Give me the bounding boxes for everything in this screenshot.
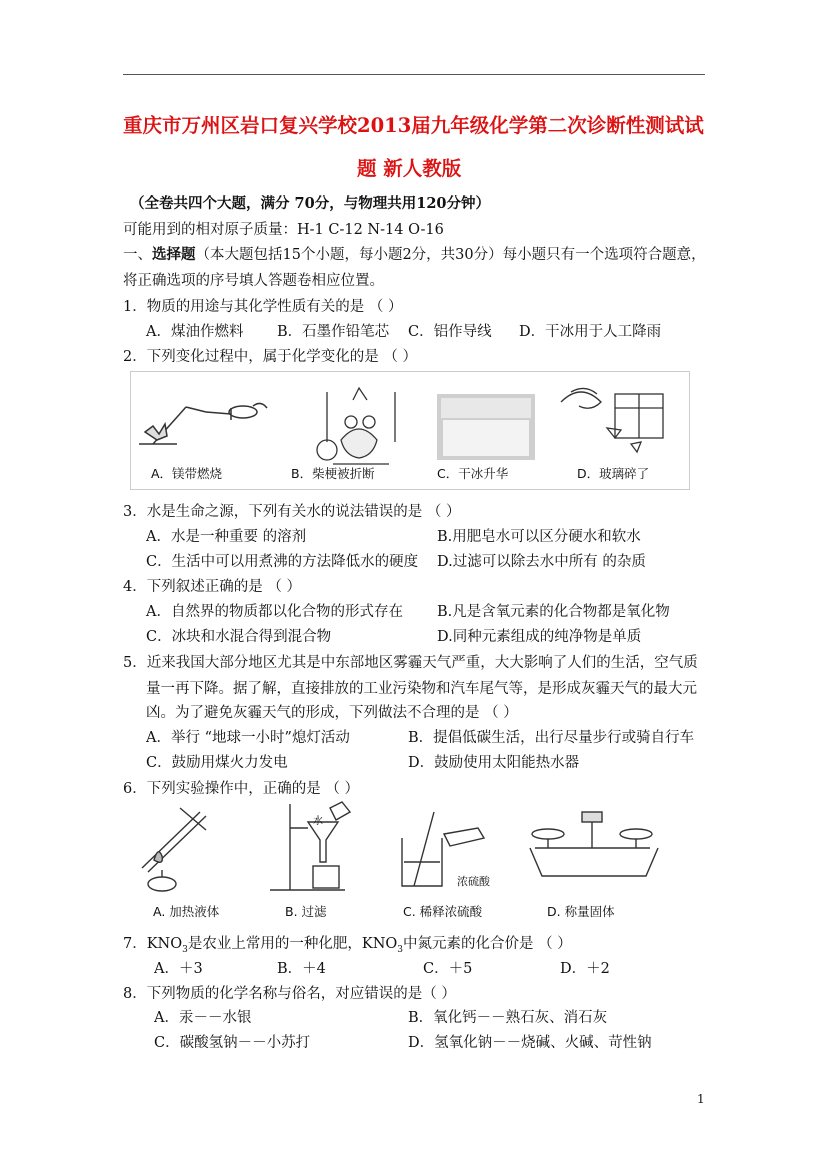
q2-caption-a: A．镁带燃烧 bbox=[151, 466, 223, 481]
q8-option-d: D．氢氧化钠－－烧碱、火碱、苛性钠 bbox=[408, 1035, 652, 1051]
section-1-heading bbox=[123, 243, 706, 264]
q5-option-b: B．提倡低碳生活，出行尽量步行或骑自行车 bbox=[408, 730, 695, 746]
q4-option-c: C．冰块和水混合得到混合物 bbox=[146, 629, 332, 645]
exam-note: （全卷共四个大题，满分 70分，与物理共用120分钟） bbox=[130, 195, 490, 212]
q3-option-c: C．生活中可以用煮沸的方法降低水的硬度 bbox=[146, 554, 419, 570]
q4-stem: 4．下列叙述正确的是 （ ） bbox=[123, 579, 301, 595]
q7-stem-part-1: 7．KNO bbox=[123, 936, 183, 952]
q3-stem: 3．水是生命之源，下列有关水的说法错误的是 （ ） bbox=[123, 504, 461, 520]
q1-stem: 1．物质的用途与其化学性质有关的是 （ ） bbox=[123, 299, 403, 315]
q2-caption-c: C．干冰升华 bbox=[437, 466, 509, 481]
q4-option-d: D.同种元素组成的纯净物是单质 bbox=[437, 629, 642, 645]
q8-option-c: C．碳酸氢钠－－小苏打 bbox=[154, 1035, 311, 1051]
document-title-line-1: 重庆市万州区岩口复兴学校2013届九年级化学第二次诊断性测试试 bbox=[123, 114, 704, 137]
page-number: 1 bbox=[697, 1092, 705, 1106]
q7-stem-part-2: 是农业上常用的一种化肥，KNO bbox=[187, 936, 398, 952]
q8-option-b: B．氧化钙－－熟石灰、消石灰 bbox=[408, 1010, 608, 1026]
q5-line-3: 凶。为了避免灰霾天气的形成，下列做法不合理的是 （ ） bbox=[146, 705, 518, 721]
q6-caption-c: C. 稀释浓硫酸 bbox=[403, 904, 483, 919]
q2-caption-b: B．柴梗被折断 bbox=[291, 466, 375, 481]
q7-option-a: A．＋3 bbox=[154, 961, 203, 977]
matchstick-breaking-icon bbox=[317, 388, 395, 464]
q6-stem: 6．下列实验操作中，正确的是 （ ） bbox=[123, 781, 359, 797]
magnesium-burning-icon bbox=[139, 403, 267, 444]
q7-option-b: B．＋4 bbox=[277, 961, 326, 977]
q5-option-c: C．鼓励用煤火力发电 bbox=[146, 755, 288, 771]
q6-caption-b: B. 过滤 bbox=[285, 904, 327, 919]
q6-caption-a: A. 加热液体 bbox=[153, 904, 220, 919]
q4-option-a: A．自然界的物质都以化合物的形式存在 bbox=[146, 604, 403, 620]
q7-subscript-2: 3 bbox=[397, 944, 404, 955]
q7-stem-part-3: 中氮元素的化合价是 （ ） bbox=[403, 936, 572, 952]
balance-scale-icon bbox=[530, 812, 658, 876]
q5-option-d: D．鼓励使用太阳能热水器 bbox=[408, 755, 580, 771]
q2-figure-panel bbox=[130, 371, 690, 490]
q1-option-c: C．铝作导线 bbox=[408, 324, 492, 340]
q7-option-c: C．＋5 bbox=[423, 961, 473, 977]
atomic-mass-line: 可能用到的相对原子质量：H-1 C-12 N-14 O-16 bbox=[123, 222, 444, 238]
filtration-icon bbox=[270, 802, 350, 890]
q7-subscript-1: 3 bbox=[182, 944, 188, 955]
q7-stem bbox=[123, 932, 572, 955]
q6-illustrations bbox=[130, 798, 690, 898]
dry-ice-icon bbox=[437, 394, 535, 460]
broken-glass-icon bbox=[561, 388, 663, 452]
header-rule bbox=[123, 74, 705, 75]
q1-option-a: A．煤油作燃料 bbox=[146, 324, 244, 340]
q1-option-d: D．干冰用于人工降雨 bbox=[519, 324, 662, 340]
q4-option-b: B.凡是含氧元素的化合物都是氧化物 bbox=[437, 604, 670, 620]
q8-option-a: A．汞－－水银 bbox=[154, 1010, 252, 1026]
q6-caption-d: D. 称量固体 bbox=[547, 904, 615, 919]
q6-water-label: 水 bbox=[313, 816, 323, 827]
section-1-number: 一、 bbox=[123, 247, 152, 263]
q2-stem: 2．下列变化过程中，属于化学变化的是 （ ） bbox=[123, 349, 417, 365]
q3-option-b: B.用肥皂水可以区分硬水和软水 bbox=[437, 529, 641, 545]
q7-option-d: D．＋2 bbox=[560, 961, 610, 977]
section-1-instruction: 将正确选项的序号填人答题卷相应位置。 bbox=[123, 273, 384, 289]
q5-option-a: A．举行 “地球一小时”熄灯活动 bbox=[146, 730, 350, 746]
section-1-desc: （本大题包括15个小题，每小题2分，共30分）每小题只有一个选项符合题意， bbox=[195, 247, 706, 263]
heating-liquid-icon bbox=[142, 808, 206, 891]
q5-line-1: 5．近来我国大部分地区尤其是中东部地区雾霾天气严重，大大影响了人们的生活，空气质 bbox=[123, 655, 698, 671]
q5-line-2: 量一再下降。据了解，直接排放的工业污染物和汽车尾气等，是形成灰霾天气的最大元 bbox=[146, 681, 697, 697]
q8-stem: 8．下列物质的化学名称与俗名，对应错误的是（ ） bbox=[123, 986, 456, 1002]
q3-option-a: A．水是一种重要 的溶剂 bbox=[146, 529, 307, 545]
q6-acid-label: 浓硫酸 bbox=[457, 875, 490, 888]
q1-option-b: B．石墨作铅笔芯 bbox=[277, 324, 390, 340]
q2-caption-d: D．玻璃碎了 bbox=[577, 466, 650, 481]
section-1-title: 选择题 bbox=[152, 246, 196, 263]
q3-option-d: D.过滤可以除去水中所有 的杂质 bbox=[437, 554, 646, 570]
document-title-line-2: 题 新人教版 bbox=[357, 157, 462, 180]
